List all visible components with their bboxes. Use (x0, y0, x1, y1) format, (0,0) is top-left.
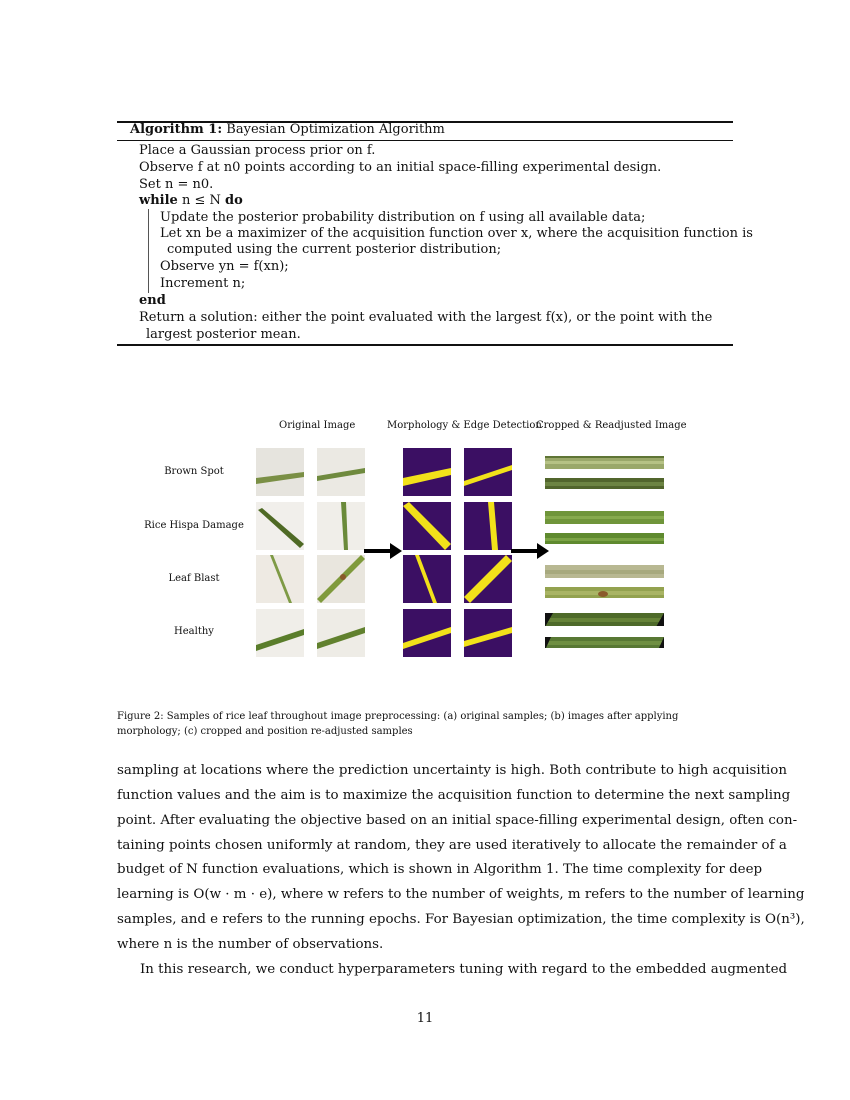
algorithm-line: Observe yn = f(xn); (160, 259, 289, 274)
row-label-healthy: Healthy (174, 626, 214, 637)
algorithm-line: Update the posterior probability distribution on f using all available data; (160, 210, 646, 225)
body-paragraph-line: learning is O(w · m · e), where w refers to the number of weights, m refers to the number of learning (117, 887, 805, 902)
morphology-image-tile (403, 609, 451, 657)
original-image-tile (256, 609, 304, 657)
algorithm-line: Set n = n0. (139, 177, 214, 192)
algorithm-line: computed using the current posterior distribution; (167, 242, 502, 257)
body-paragraph-line: In this research, we conduct hyperparameters tuning with regard to the embedded augmented (140, 962, 788, 977)
morphology-image-tile (464, 555, 512, 603)
cropped-image-strip (545, 635, 664, 648)
algorithm-line: Let xn be a maximizer of the acquisition function over x, where the acquisition function is (160, 226, 753, 241)
header-morphology: Morphology & Edge Detection (387, 420, 542, 431)
algorithm-line: Place a Gaussian process prior on f. (139, 143, 376, 158)
original-image-tile (317, 502, 365, 550)
algorithm-bottom-rule (117, 344, 733, 346)
row-label-brown-spot: Brown Spot (164, 466, 224, 477)
original-image-tile (256, 448, 304, 496)
body-paragraph-line: sampling at locations where the prediction uncertainty is high. Both contribute to high acquisition (117, 763, 787, 778)
morphology-image-tile (403, 502, 451, 550)
cropped-image-strip (545, 585, 664, 598)
original-image-tile (256, 555, 304, 603)
original-image-tile (317, 609, 365, 657)
morphology-image-tile (403, 555, 451, 603)
original-image-tile (256, 502, 304, 550)
morphology-image-tile (464, 448, 512, 496)
row-label-rice-hispa: Rice Hispa Damage (144, 520, 244, 531)
algorithm-title-text: Bayesian Optimization Algorithm (226, 122, 445, 137)
cropped-image-strip (545, 564, 664, 578)
algorithm-title-label: Algorithm 1: (130, 122, 223, 137)
keyword-do: do (224, 193, 243, 208)
cropped-image-strip (545, 510, 664, 524)
algorithm-line: Return a solution: either the point evaluated with the largest f(x), or the point with the (139, 310, 713, 325)
figure-caption: Figure 2: Samples of rice leaf throughout image preprocessing: (a) original samples; (b) images after applying morphology; (c) cropped and position re-adjusted samples (117, 711, 679, 737)
arrow-right-icon (364, 543, 404, 559)
header-original: Original Image (279, 420, 356, 431)
page-number: 11 (416, 1011, 434, 1026)
algorithm-while-line (139, 193, 243, 209)
body-paragraph-line: point. After evaluating the objective based on an initial space-filling experimental design, often con- (117, 813, 798, 828)
algorithm-line: largest posterior mean. (146, 327, 301, 342)
cropped-image-strip (545, 531, 664, 544)
body-paragraph-line: budget of N function evaluations, which is shown in Algorithm 1. The time complexity for deep (117, 862, 763, 877)
cropped-image-strip (545, 476, 664, 489)
arrow-right-icon (511, 543, 551, 559)
keyword-while: while (139, 193, 178, 208)
row-label-leaf-blast: Leaf Blast (168, 573, 220, 584)
header-cropped: Cropped & Readjusted Image (536, 420, 687, 431)
algorithm-title (130, 122, 445, 137)
algorithm-line: Observe f at n0 points according to an initial space-filling experimental design. (139, 160, 662, 175)
body-paragraph-line: function values and the aim is to maximize the acquisition function to determine the next sampling (117, 788, 791, 803)
original-image-tile (317, 448, 365, 496)
algorithm-line: Increment n; (160, 276, 246, 291)
original-image-tile (317, 555, 365, 603)
morphology-image-tile (403, 448, 451, 496)
body-paragraph-line: taining points chosen uniformly at random, they are used iteratively to allocate the remainder of a (117, 838, 787, 853)
body-paragraph-line: where n is the number of observations. (117, 937, 384, 952)
while-condition: n ≤ N (181, 193, 221, 208)
morphology-image-tile (464, 609, 512, 657)
cropped-image-strip (545, 455, 664, 469)
loop-indent-bar (148, 209, 149, 293)
cropped-image-strip (545, 612, 664, 626)
body-paragraph-line: samples, and e refers to the running epochs. For Bayesian optimization, the time complexity is O(n³), (117, 912, 805, 927)
keyword-end: end (139, 293, 166, 308)
morphology-image-tile (464, 502, 512, 550)
algorithm-header-rule (117, 140, 733, 141)
